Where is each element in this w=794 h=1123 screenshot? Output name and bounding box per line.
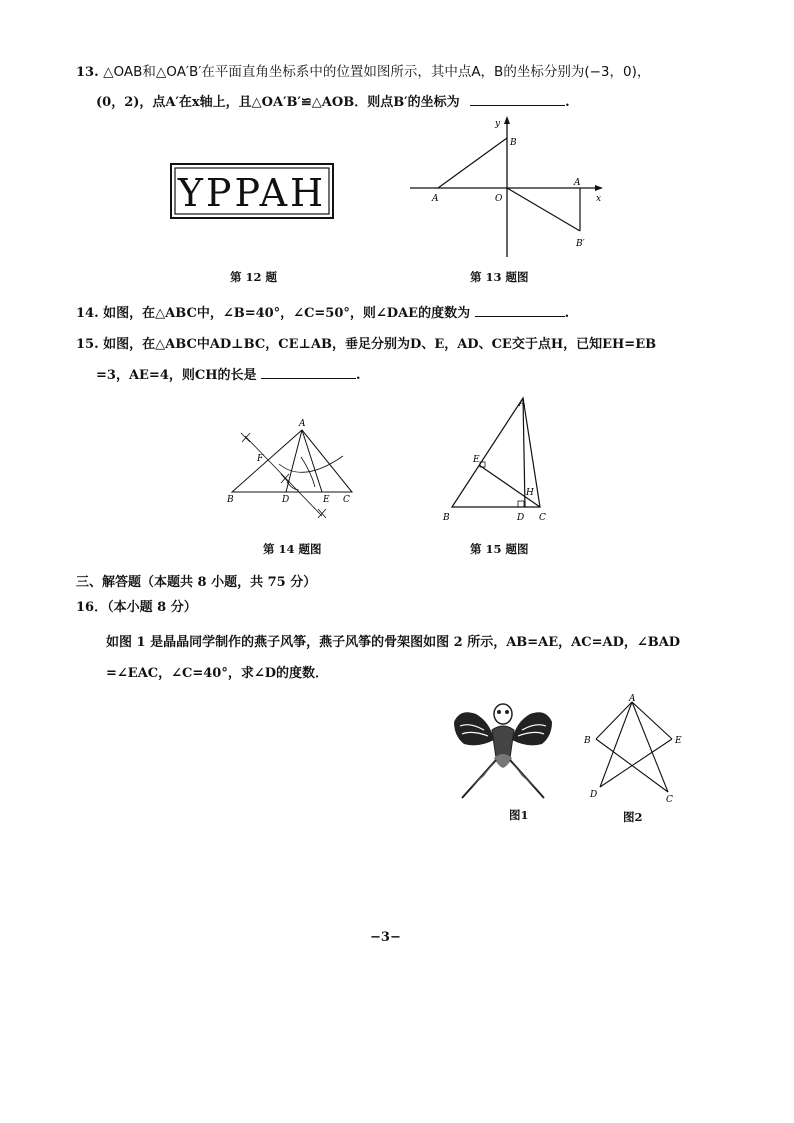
q16-text-line1: 如图 1 是晶晶同学制作的燕子风筝，燕子风筝的骨架图如图 2 所示，AB=AE，AC=AD，∠BAD xyxy=(106,635,681,650)
fig14-triangle-construction xyxy=(225,412,365,522)
fig16-label-C: C xyxy=(666,795,673,804)
fig12-happy-sign xyxy=(170,163,335,223)
q16-header: 16．（本小题 8 分） xyxy=(76,600,197,615)
q13-line2 xyxy=(96,91,570,110)
fig13-label-x: x xyxy=(596,194,602,204)
fig16-skeleton-diagram xyxy=(580,692,692,804)
fig15-label-E: E xyxy=(473,455,480,465)
fig16-label-A: A xyxy=(629,694,636,704)
fig16-caption2: 图2 xyxy=(623,810,643,824)
q16-text-line2: =∠EAC，∠C=40°，求∠D的度数． xyxy=(106,666,329,681)
q13-text-line1: △OAB和△OA′B′在平面直角坐标系中的位置如图所示，其中点A，B的坐标分别为(−3，0)， xyxy=(103,64,651,80)
fig16-label-D: D xyxy=(590,790,598,800)
fig12-sign-text: YPPAH xyxy=(177,171,327,215)
fig14-label-F: F xyxy=(257,454,264,464)
q15-answer-blank[interactable] xyxy=(261,366,356,379)
fig14-label-E: E xyxy=(323,495,330,505)
fig13-label-y: y xyxy=(495,119,501,129)
q13-text-line2: (0，2)，点A′在x轴上，且△OA′B′≌△AOB．则点B′的坐标为 xyxy=(96,95,460,110)
q15-line1 xyxy=(76,333,656,352)
fig13-label-O: O xyxy=(495,194,503,204)
fig13-caption: 第 13 题图 xyxy=(470,270,529,284)
fig16-kite-image xyxy=(450,700,556,800)
q14-number: 14. xyxy=(76,306,99,321)
fig13-label-B-prime: B′ xyxy=(576,239,585,249)
fig14-caption: 第 14 题图 xyxy=(263,542,322,556)
fig12-caption: 第 12 题 xyxy=(230,270,278,284)
q14-answer-blank[interactable] xyxy=(475,304,565,317)
fig13-coordinate-plane xyxy=(405,112,605,262)
fig14-label-D: D xyxy=(282,495,290,505)
section3-title: 三、解答题（本题共 8 小题，共 75 分） xyxy=(76,575,317,590)
q14-text: 如图，在△ABC中，∠B=40°，∠C=50°，则∠DAE的度数为 xyxy=(103,306,471,321)
fig13-label-A-left: A xyxy=(432,194,439,204)
fig15-caption: 第 15 题图 xyxy=(470,542,529,556)
fig15-triangle-altitudes xyxy=(435,390,560,525)
q15-number: 15. xyxy=(76,337,99,352)
q15-text-line1: 如图，在△ABC中AD⊥BC，CE⊥AB，垂足分别为D、E，AD、CE交于点H，已知EH=EB xyxy=(103,337,657,352)
q15-end: . xyxy=(356,368,361,383)
fig13-label-A-right: A xyxy=(574,178,581,188)
q13-number: 13. xyxy=(76,65,99,80)
q13-answer-blank[interactable] xyxy=(470,93,565,106)
q13-end: . xyxy=(565,95,570,110)
q14-line xyxy=(76,302,569,321)
q14-end: . xyxy=(564,306,570,321)
fig14-label-C: C xyxy=(343,495,350,505)
fig16-label-B: B xyxy=(584,736,591,746)
q15-text-line2: =3，AE=4，则CH的长是 xyxy=(96,368,257,383)
fig15-label-H: H xyxy=(526,488,534,498)
fig15-label-B: B xyxy=(443,513,450,523)
fig13-label-B: B xyxy=(510,138,517,148)
fig15-label-C: C xyxy=(539,513,546,523)
fig16-caption1: 图1 xyxy=(509,808,529,822)
fig15-label-A: A xyxy=(519,399,526,409)
fig14-label-A: A xyxy=(299,419,306,429)
q15-line2 xyxy=(96,364,361,383)
fig16-label-E: E xyxy=(675,736,682,746)
q13-line1 xyxy=(76,60,650,80)
fig14-label-B: B xyxy=(227,495,234,505)
fig15-label-D: D xyxy=(517,513,525,523)
page-number: −3− xyxy=(370,930,401,945)
